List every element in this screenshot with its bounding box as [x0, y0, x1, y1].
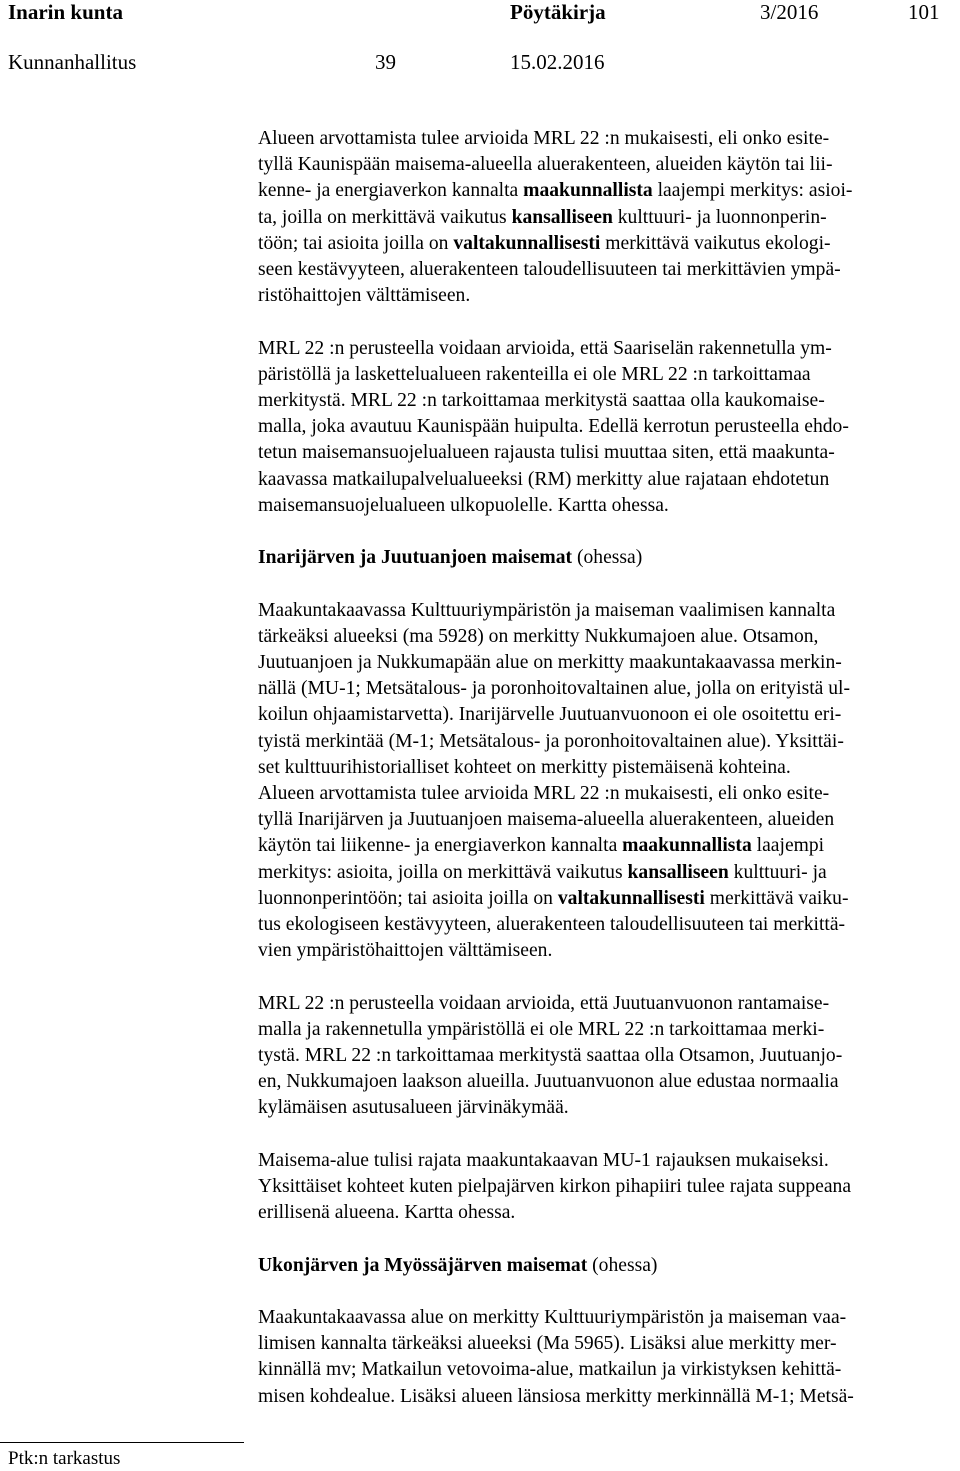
- paragraph-text: Maakuntakaavassa alue on merkitty Kulttuuriympäristön ja maiseman vaa- limisen kannalta tärkeäksi alueeksi (Ma 5965). Lisäksi alue merkitty mer- kinnällä mv; Matkailun vetovoima-alue, matkailun ja virkistyksen kehittä- misen kohdealue. Lisäksi alueen länsiosa merkitty merkinnällä M-1; Metsä-: [258, 1307, 854, 1407]
- governing-body-name: Kunnanhallitus: [8, 50, 137, 74]
- page-number: 101: [908, 0, 940, 24]
- paragraph-text: laajempi merkitys: asioi- ta, joilla on merkittävä vaikutus: [258, 180, 853, 228]
- document-number: 3/2016: [760, 0, 819, 24]
- section-heading-title: Inarijärven ja Juutuanjoen maisemat: [258, 547, 573, 569]
- document-body: [258, 126, 952, 1410]
- section-number: 39: [375, 50, 396, 74]
- paragraph-text: merkittävä vaikutus ekologi- seen kestävyyteen, aluerakenteen taloudellisuuteen tai merkittävien ympä- ristöhaittojen välttämiseen.: [258, 232, 841, 307]
- footer-divider: [0, 1442, 244, 1443]
- section-heading-note: (ohessa): [572, 547, 643, 569]
- section-heading: [258, 1253, 952, 1279]
- emphasized-term: kansalliseen: [511, 206, 613, 228]
- paragraph-text: Alueen arvottamista tulee arvioida MRL 22 :n mukaisesti, eli onko esite- tyllä Kaunispään maisema-alueella aluerakenteen, alueiden käytön tai lii- kenne- ja energiaverkon kannalta: [258, 128, 833, 202]
- paragraph-text: kulttuuri- ja luonnonperin- töön; tai asioita joilla on: [258, 206, 827, 254]
- paragraph-text: MRL 22 :n perusteella voidaan arvioida, että Juutuanvuonon rantamaise- malla ja rakennetulla ympäristöllä ei ole MRL 22 :n tarkoittamaa merki- tystä. MRL 22 :n tarkoittamaa merkitystä saattaa olla Otsamon, Juutuanjo- en, Nukkumajoen laakson alueilla. Juutuanvuonon alue edustaa normaalia kylämäisen asutusalueen järvinäkymää.: [258, 992, 843, 1119]
- body-paragraph: [258, 126, 952, 309]
- meeting-date: 15.02.2016: [510, 50, 605, 74]
- emphasized-term: kansalliseen: [627, 861, 729, 883]
- emphasized-term: valtakunnallisesti: [557, 887, 705, 909]
- paragraph-text: laajempi merkitys: asioita, joilla on merkittävä vaikutus: [258, 835, 825, 883]
- section-heading: [258, 545, 952, 571]
- emphasized-term: valtakunnallisesti: [453, 232, 601, 254]
- paragraph-text: kulttuuri- ja luonnonperintöön; tai asioita joilla on: [258, 861, 827, 909]
- paragraph-text: Maakuntakaavassa Kulttuuriympäristön ja maiseman vaalimisen kannalta tärkeäksi alueeksi (ma 5928) on merkitty Nukkumajoen alue. Otsamon, Juutuanjoen ja Nukkumapään alue on merkitty maakuntakaavassa merkin- nällä (MU-1; Metsätalous- ja poronhoitovaltainen alue, jolla on erityistä ul- koilun ohjaamistarvetta). Inarijärvelle Juutuanvuonoon ei ole osoitettu eri- tyistä merkintää (M-1; Metsätalous- ja poronhoitovaltainen alue). Yksittäi- set kulttuurihistorialliset kohteet on merkitty pistemäisenä kohteina. Alueen arvottamista tulee arvioida MRL 22 :n mukaisesti, eli onko esite- tyllä Inarijärven ja Juutuanjoen maisema-alueella aluerakenteen, alueiden käytön tai liikenne- ja energiaverkon kannalta: [258, 599, 851, 857]
- section-heading-note: (ohessa): [587, 1254, 658, 1276]
- body-paragraph: [258, 1305, 952, 1410]
- body-paragraph: [258, 1148, 952, 1227]
- paragraph-text: Maisema-alue tulisi rajata maakuntakaavan MU-1 rajauksen mukaiseksi. Yksittäiset kohteet kuten pielpajärven kirkon pihapiiri tulee rajata suppeana erillisenä alueena. Kartta ohessa.: [258, 1149, 852, 1224]
- body-paragraph: [258, 336, 952, 519]
- municipality-name: Inarin kunta: [8, 0, 123, 24]
- emphasized-term: maakunnallista: [523, 180, 653, 202]
- body-paragraph: [258, 991, 952, 1122]
- paragraph-text: merkittävä vaiku- tus ekologiseen kestävyyteen, aluerakenteen taloudellisuuteen tai merkittä- vien ympäristöhaittojen välttämiseen.: [258, 887, 849, 962]
- emphasized-term: maakunnallista: [622, 835, 752, 857]
- paragraph-text: MRL 22 :n perusteella voidaan arvioida, että Saariselän rakennetulla ym- päristöllä ja laskettelualueen rakenteilla ei ole MRL 22 :n tarkoittamaa merkitystä. MRL 22 :n tarkoittamaa merkitystä saattaa olla kaukomaise- malla, joka avautuu Kaunispään huipulta. Edellä kerrotun perusteella ehdo- tetun maisemansuojelualueen rajausta tulisi muuttaa siten, että maakunta- kaavassa matkailupalvelualueeksi (RM) merkitty alue rajataan ehdotetun maisemansuojelualueen ulkopuolelle. Kartta ohessa.: [258, 337, 849, 516]
- body-paragraph: [258, 598, 952, 965]
- section-heading-title: Ukonjärven ja Myössäjärven maisemat: [258, 1254, 588, 1276]
- review-label: Ptk:n tarkastus: [8, 1448, 121, 1469]
- document-type: Pöytäkirja: [510, 0, 606, 24]
